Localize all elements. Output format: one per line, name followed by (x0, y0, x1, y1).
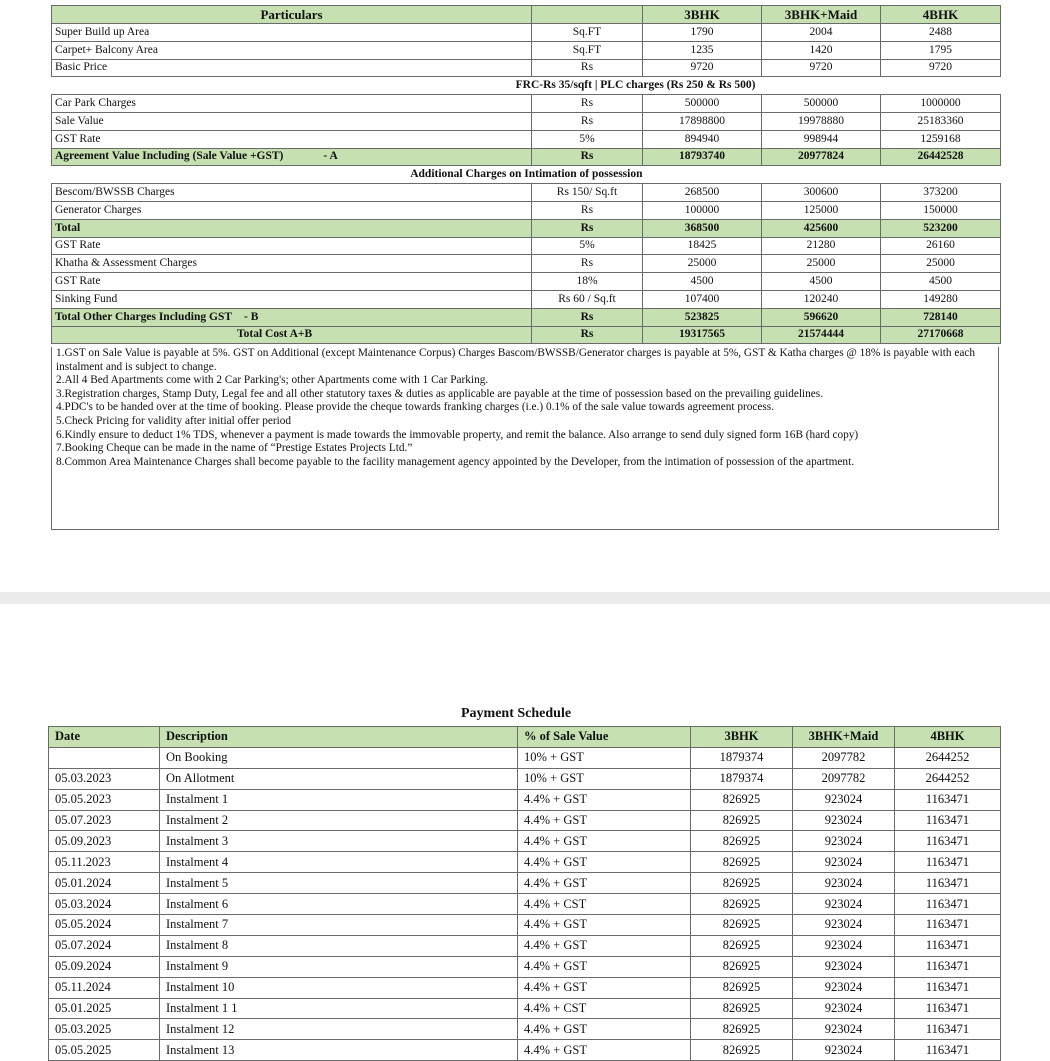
schedule-description: Instalment 8 (160, 935, 518, 956)
row-tag: - A (323, 150, 338, 163)
terms-notes (51, 347, 999, 530)
schedule-percent: 4.4% + GST (518, 977, 691, 998)
schedule-percent: 4.4% + GST (518, 915, 691, 936)
blank-cell (881, 77, 1001, 95)
value-3bhk: 9720 (643, 59, 762, 77)
schedule-description: Instalment 7 (160, 915, 518, 936)
schedule-date: 05.11.2023 (49, 852, 160, 873)
row-label: Car Park Charges (52, 95, 532, 113)
row-unit: 5% (532, 237, 643, 255)
value-4bhk: 27170668 (881, 326, 1001, 344)
row-label: Basic Price (52, 59, 532, 77)
schedule-row (49, 873, 1001, 894)
schedule-percent: 4.4% + GST (518, 956, 691, 977)
value-3bhk-maid: 21574444 (762, 326, 881, 344)
schedule-date: 05.07.2024 (49, 935, 160, 956)
row-unit: Sq.FT (532, 24, 643, 42)
value-3bhk: 826925 (691, 1019, 793, 1040)
value-3bhk-maid: 923024 (793, 956, 895, 977)
schedule-description: On Allotment (160, 768, 518, 789)
total-row (52, 219, 1001, 237)
schedule-percent: 10% + GST (518, 768, 691, 789)
schedule-description: Instalment 2 (160, 810, 518, 831)
value-3bhk-maid: 923024 (793, 1040, 895, 1061)
cost-row (52, 184, 1001, 202)
schedule-description: Instalment 4 (160, 852, 518, 873)
row-label: Super Build up Area (52, 24, 532, 42)
value-3bhk-maid: 923024 (793, 977, 895, 998)
value-3bhk-maid: 923024 (793, 852, 895, 873)
value-3bhk-maid: 19978880 (762, 112, 881, 130)
cost-row (52, 237, 1001, 255)
value-4bhk: 149280 (881, 290, 1001, 308)
value-4bhk: 2488 (881, 24, 1001, 42)
schedule-date (49, 747, 160, 768)
note-item: 3.Registration charges, Stamp Duty, Legal fee and all other statutory taxes & duties as applicable are payable at the time of possession based on the prevailing guidelines. (56, 387, 824, 400)
value-3bhk-maid: 20977824 (762, 148, 881, 166)
schedule-percent: 4.4% + GST (518, 810, 691, 831)
schedule-percent: 4.4% + CST (518, 894, 691, 915)
schedule-percent: 4.4% + GST (518, 1040, 691, 1061)
blank-cell (643, 166, 762, 184)
value-4bhk: 1163471 (895, 998, 1001, 1019)
total-other-charges-row (52, 308, 1001, 326)
schedule-description: Instalment 1 (160, 789, 518, 810)
value-3bhk: 826925 (691, 935, 793, 956)
value-4bhk: 1163471 (895, 1040, 1001, 1061)
note-item: 8.Common Area Maintenance Charges shall become payable to the facility management agency appointed by the Developer, from the intimation of possession of the apartment. (56, 455, 855, 468)
row-label: Khatha & Assessment Charges (52, 255, 532, 273)
row-unit: Rs (532, 255, 643, 273)
schedule-row (49, 810, 1001, 831)
value-3bhk-maid: 2097782 (793, 768, 895, 789)
value-4bhk: 25183360 (881, 112, 1001, 130)
row-unit: Sq.FT (532, 41, 643, 59)
cost-breakup-table (51, 5, 1001, 344)
value-3bhk-maid: 923024 (793, 831, 895, 852)
value-3bhk: 4500 (643, 273, 762, 291)
value-3bhk-maid: 21280 (762, 237, 881, 255)
row-label: Generator Charges (52, 201, 532, 219)
schedule-date: 05.01.2024 (49, 873, 160, 894)
header-3bhk: 3BHK (643, 6, 762, 24)
value-4bhk: 373200 (881, 184, 1001, 202)
value-4bhk: 150000 (881, 201, 1001, 219)
value-3bhk: 826925 (691, 915, 793, 936)
schedule-description: Instalment 13 (160, 1040, 518, 1061)
value-3bhk-maid: 923024 (793, 998, 895, 1019)
value-4bhk: 1163471 (895, 956, 1001, 977)
schedule-date: 05.05.2025 (49, 1040, 160, 1061)
schedule-date: 05.11.2024 (49, 977, 160, 998)
schedule-date: 05.05.2023 (49, 789, 160, 810)
row-unit: Rs (532, 59, 643, 77)
schedule-row (49, 956, 1001, 977)
value-3bhk: 268500 (643, 184, 762, 202)
value-3bhk-maid: 4500 (762, 273, 881, 291)
cost-table-header (52, 6, 1001, 24)
schedule-row (49, 1019, 1001, 1040)
row-unit: Rs 150/ Sq.ft (532, 184, 643, 202)
frc-plc-line: FRC-Rs 35/sqft | PLC charges (Rs 250 & Rs 500) (52, 77, 762, 95)
schedule-description: Instalment 9 (160, 956, 518, 977)
cost-row (52, 290, 1001, 308)
note-item: 7.Booking Cheque can be made in the name of “Prestige Estates Projects Ltd.” (56, 442, 413, 455)
value-3bhk: 826925 (691, 894, 793, 915)
value-4bhk: 1163471 (895, 789, 1001, 810)
row-label: Bescom/BWSSB Charges (52, 184, 532, 202)
value-3bhk: 17898800 (643, 112, 762, 130)
value-4bhk: 1795 (881, 41, 1001, 59)
schedule-row (49, 915, 1001, 936)
schedule-percent: 4.4% + GST (518, 852, 691, 873)
value-4bhk: 1163471 (895, 894, 1001, 915)
cost-row (52, 24, 1001, 42)
schedule-description: Instalment 12 (160, 1019, 518, 1040)
schedule-row (49, 789, 1001, 810)
value-3bhk: 826925 (691, 852, 793, 873)
schedule-row (49, 977, 1001, 998)
schedule-date: 05.07.2023 (49, 810, 160, 831)
value-3bhk: 500000 (643, 95, 762, 113)
row-label-text: Total Other Charges Including GST (55, 310, 233, 323)
payment-schedule-table (48, 726, 1001, 1061)
row-unit: Rs (532, 219, 643, 237)
value-4bhk: 1163471 (895, 935, 1001, 956)
cost-row (52, 41, 1001, 59)
schedule-date: 05.03.2024 (49, 894, 160, 915)
row-unit: Rs (532, 148, 643, 166)
schedule-date: 05.01.2025 (49, 998, 160, 1019)
schedule-description: Instalment 3 (160, 831, 518, 852)
cost-row (52, 255, 1001, 273)
value-4bhk: 1163471 (895, 831, 1001, 852)
schedule-percent: 4.4% + GST (518, 1019, 691, 1040)
value-3bhk: 826925 (691, 810, 793, 831)
value-4bhk: 1163471 (895, 915, 1001, 936)
value-3bhk: 18425 (643, 237, 762, 255)
value-3bhk-maid: 923024 (793, 1019, 895, 1040)
header-3bhk-maid: 3BHK+Maid (793, 727, 895, 748)
cost-row (52, 201, 1001, 219)
row-label: GST Rate (52, 237, 532, 255)
schedule-description: Instalment 5 (160, 873, 518, 894)
row-unit: Rs (532, 95, 643, 113)
value-3bhk: 1879374 (691, 747, 793, 768)
value-3bhk: 894940 (643, 130, 762, 148)
schedule-description: On Booking (160, 747, 518, 768)
header-4bhk: 4BHK (881, 6, 1001, 24)
note-item: 4.PDC's to be handed over at the time of booking. Please provide the cheque towards franking charges (i.e.) 0.1% of the sale value towards agreement process. (56, 401, 775, 414)
row-unit: Rs (532, 112, 643, 130)
agreement-value-row (52, 148, 1001, 166)
header-unit (532, 6, 643, 24)
row-unit: 5% (532, 130, 643, 148)
value-3bhk: 826925 (691, 789, 793, 810)
frc-row (52, 77, 1001, 95)
value-3bhk-maid: 500000 (762, 95, 881, 113)
blank-cell (881, 166, 1001, 184)
row-label-text: Agreement Value Including (Sale Value +GST) (55, 150, 284, 163)
value-3bhk: 19317565 (643, 326, 762, 344)
value-4bhk: 25000 (881, 255, 1001, 273)
schedule-row (49, 831, 1001, 852)
note-item: 6.Kindly ensure to deduct 1% TDS, whenever a payment is made towards the immovable property, and remit the balance. Also arrange to send duly signed form 16B (hard copy) (56, 428, 859, 441)
value-4bhk: 1163471 (895, 1019, 1001, 1040)
row-label: GST Rate (52, 130, 532, 148)
value-3bhk-maid: 923024 (793, 873, 895, 894)
header-4bhk: 4BHK (895, 727, 1001, 748)
schedule-description: Instalment 1 1 (160, 998, 518, 1019)
value-3bhk-maid: 25000 (762, 255, 881, 273)
row-label (52, 148, 532, 166)
row-label: Sale Value (52, 112, 532, 130)
schedule-percent: 4.4% + GST (518, 873, 691, 894)
value-3bhk-maid: 923024 (793, 789, 895, 810)
value-3bhk-maid: 923024 (793, 935, 895, 956)
value-3bhk-maid: 2004 (762, 24, 881, 42)
value-3bhk: 826925 (691, 977, 793, 998)
schedule-row (49, 1040, 1001, 1061)
value-3bhk: 826925 (691, 956, 793, 977)
value-3bhk: 100000 (643, 201, 762, 219)
schedule-percent: 4.4% + GST (518, 935, 691, 956)
row-tag: - B (244, 310, 259, 323)
value-3bhk-maid: 300600 (762, 184, 881, 202)
value-3bhk-maid: 998944 (762, 130, 881, 148)
schedule-row (49, 768, 1001, 789)
value-3bhk: 826925 (691, 831, 793, 852)
grand-total-row (52, 326, 1001, 344)
value-4bhk: 1000000 (881, 95, 1001, 113)
row-label-text: Total Cost A+B (237, 328, 313, 341)
value-4bhk: 523200 (881, 219, 1001, 237)
header-description: Description (160, 727, 518, 748)
header-3bhk: 3BHK (691, 727, 793, 748)
value-3bhk: 826925 (691, 873, 793, 894)
schedule-date: 05.09.2024 (49, 956, 160, 977)
value-3bhk: 368500 (643, 219, 762, 237)
additional-charges-row (52, 166, 1001, 184)
note-item: 5.Check Pricing for validity after initial offer period (56, 414, 292, 427)
value-3bhk-maid: 120240 (762, 290, 881, 308)
schedule-percent: 4.4% + CST (518, 998, 691, 1019)
schedule-row (49, 998, 1001, 1019)
row-unit: 18% (532, 273, 643, 291)
schedule-description: Instalment 6 (160, 894, 518, 915)
value-3bhk-maid: 923024 (793, 810, 895, 831)
value-3bhk-maid: 425600 (762, 219, 881, 237)
value-3bhk: 25000 (643, 255, 762, 273)
row-label (52, 219, 532, 237)
row-unit: Rs (532, 201, 643, 219)
schedule-date: 05.03.2025 (49, 1019, 160, 1040)
value-4bhk: 1163471 (895, 977, 1001, 998)
schedule-row (49, 852, 1001, 873)
value-4bhk: 1163471 (895, 810, 1001, 831)
value-4bhk: 1163471 (895, 852, 1001, 873)
cost-row (52, 112, 1001, 130)
cost-row (52, 130, 1001, 148)
row-label (52, 308, 532, 326)
header-3bhk-maid: 3BHK+Maid (762, 6, 881, 24)
row-unit: Rs (532, 326, 643, 344)
row-label: Sinking Fund (52, 290, 532, 308)
row-unit: Rs 60 / Sq.ft (532, 290, 643, 308)
cost-row (52, 95, 1001, 113)
value-4bhk: 2644252 (895, 747, 1001, 768)
value-3bhk: 18793740 (643, 148, 762, 166)
value-4bhk: 26442528 (881, 148, 1001, 166)
additional-charges-title: Additional Charges on Intimation of possession (52, 166, 643, 184)
page-separator (0, 592, 1050, 604)
value-4bhk: 4500 (881, 273, 1001, 291)
row-label: Carpet+ Balcony Area (52, 41, 532, 59)
header-date: Date (49, 727, 160, 748)
row-label (52, 326, 532, 344)
schedule-header (49, 727, 1001, 748)
cost-row (52, 59, 1001, 77)
schedule-date: 05.09.2023 (49, 831, 160, 852)
value-3bhk-maid: 923024 (793, 894, 895, 915)
schedule-percent: 10% + GST (518, 747, 691, 768)
note-item: 2.All 4 Bed Apartments come with 2 Car Parking's; other Apartments come with 1 Car Parking. (56, 374, 489, 387)
blank-cell (762, 166, 881, 184)
value-3bhk: 1235 (643, 41, 762, 59)
schedule-date: 05.05.2024 (49, 915, 160, 936)
value-3bhk: 1879374 (691, 768, 793, 789)
cost-row (52, 273, 1001, 291)
value-4bhk: 9720 (881, 59, 1001, 77)
row-label: GST Rate (52, 273, 532, 291)
value-3bhk: 826925 (691, 998, 793, 1019)
blank-cell (762, 77, 881, 95)
value-4bhk: 1259168 (881, 130, 1001, 148)
row-label-text: Total (55, 221, 81, 234)
note-item: 1.GST on Sale Value is payable at 5%. GST on Additional (except Maintenance Corpus) Charges Bascom/BWSSB/Generator charges is payable at 5%, GST & Katha charges @ 18% is payable with each instalment and is subject to change. (56, 347, 976, 373)
value-3bhk-maid: 2097782 (793, 747, 895, 768)
header-particulars: Particulars (52, 6, 532, 24)
payment-schedule-title: Payment Schedule (461, 706, 572, 721)
value-3bhk: 107400 (643, 290, 762, 308)
value-3bhk: 523825 (643, 308, 762, 326)
value-3bhk: 826925 (691, 1040, 793, 1061)
value-3bhk-maid: 596620 (762, 308, 881, 326)
value-3bhk-maid: 1420 (762, 41, 881, 59)
header-percent: % of Sale Value (518, 727, 691, 748)
schedule-row (49, 935, 1001, 956)
schedule-percent: 4.4% + GST (518, 789, 691, 810)
schedule-date: 05.03.2023 (49, 768, 160, 789)
schedule-row (49, 894, 1001, 915)
schedule-percent: 4.4% + GST (518, 831, 691, 852)
value-3bhk-maid: 125000 (762, 201, 881, 219)
value-4bhk: 2644252 (895, 768, 1001, 789)
value-3bhk-maid: 9720 (762, 59, 881, 77)
value-4bhk: 1163471 (895, 873, 1001, 894)
schedule-description: Instalment 10 (160, 977, 518, 998)
schedule-row (49, 747, 1001, 768)
value-4bhk: 26160 (881, 237, 1001, 255)
value-3bhk-maid: 923024 (793, 915, 895, 936)
value-3bhk: 1790 (643, 24, 762, 42)
value-4bhk: 728140 (881, 308, 1001, 326)
row-unit: Rs (532, 308, 643, 326)
